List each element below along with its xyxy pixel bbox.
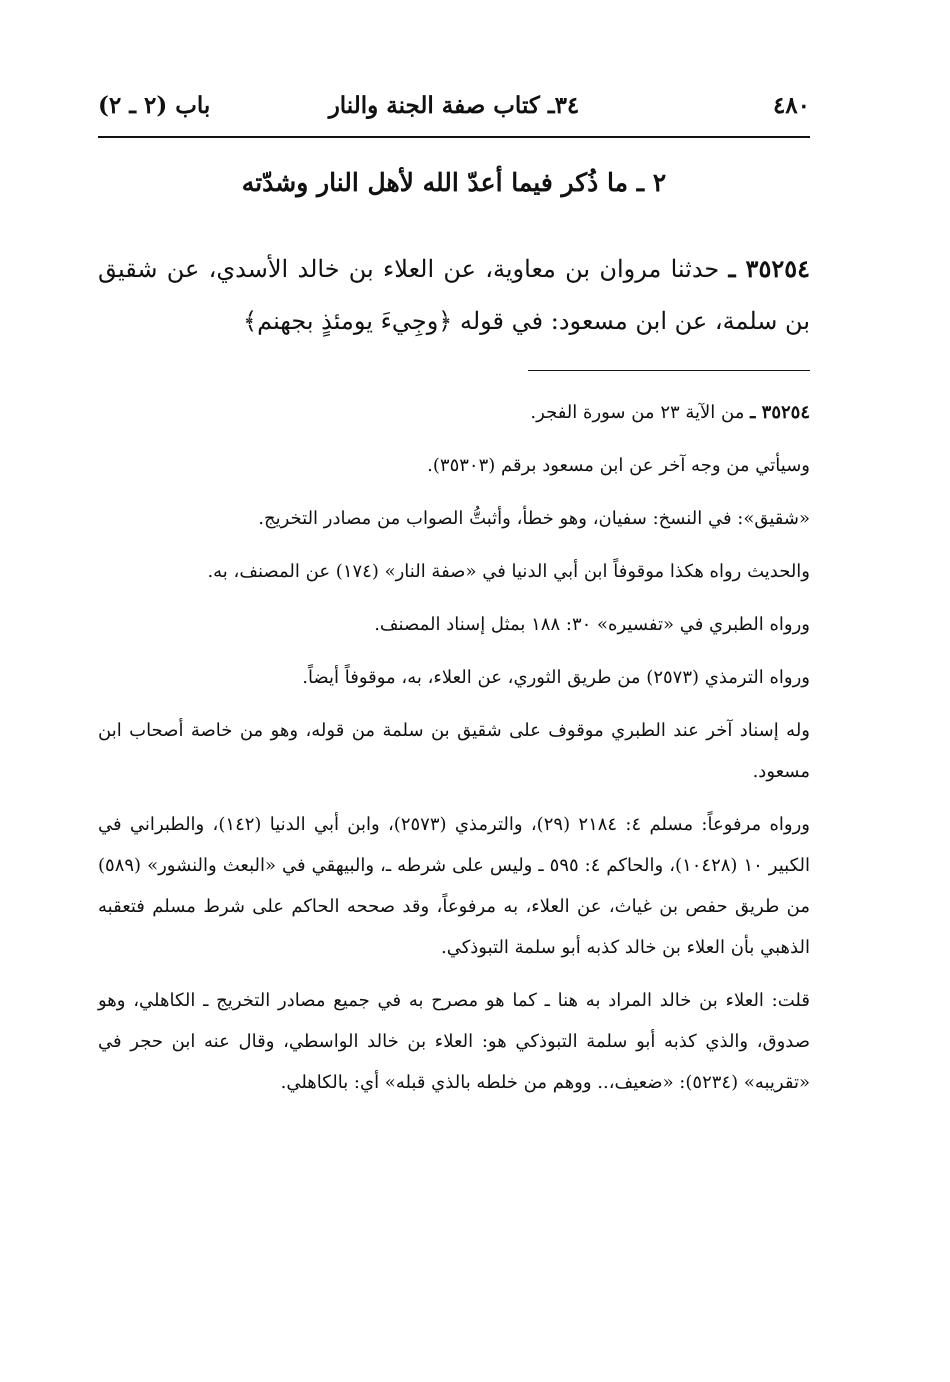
footnote-paragraph: ورواه مرفوعاً: مسلم ٤: ٢١٨٤ (٢٩)، والترمذي (٢٥٧٣)، وابن أبي الدنيا (١٤٢)، والطبراني في الكبير ١٠ (١٠٤٢٨)، والحاكم ٤: ٥٩٥ ـ وليس على شرطه ـ، والبيهقي في «البعث والنشور» (٥٨٩) من طريق حفص بن غياث، عن العلاء، به مرفوعاً، وقد صححه الحاكم على شرط مسلم فتعقبه الذهبي بأن العلاء بن خالد كذبه أبو سلمة التبوذكي. <box>98 814 811 958</box>
hadith-number: ٣٥٢٥٤ ـ <box>728 254 810 283</box>
footnote-paragraph: ورواه الترمذي (٢٥٧٣) من طريق الثوري، عن العلاء، به، موقوفاً أيضاً. <box>302 667 810 688</box>
footnote-number: ٣٥٢٥٤ ـ <box>750 402 810 423</box>
chapter-reference: باب (٢ ـ ٢) <box>98 92 211 119</box>
footnote-paragraph: ورواه الطبري في «تفسيره» ٣٠: ١٨٨ بمثل إسناد المصنف. <box>374 614 810 635</box>
book-title: ٣٤ـ كتاب صفة الجنة والنار <box>328 92 580 119</box>
footnote-separator <box>528 370 810 371</box>
footnote-paragraph: وسيأتي من وجه آخر عن ابن مسعود برقم (٣٥٣٠٣). <box>427 455 810 476</box>
header-rule <box>98 136 810 138</box>
footnote-paragraph: وله إسناد آخر عند الطبري موقوف على شقيق بن سلمة من قوله، وهو من خاصة أصحاب ابن مسعود. <box>98 720 810 782</box>
hadith-text: حدثنا مروان بن معاوية، عن العلاء بن خالد الأسدي، عن شقيق بن سلمة، عن ابن مسعود: في قوله ﴿وجِيءَ يومئذٍ بجهنم﴾ <box>98 255 810 335</box>
section-title: ٢ ـ ما ذُكر فيما أعدّ الله لأهل النار وشدّته <box>241 168 667 197</box>
footnotes-section <box>98 392 810 1115</box>
footnote-text: من الآية ٢٣ من سورة الفجر. <box>530 402 745 423</box>
running-header <box>98 88 810 128</box>
footnote-paragraph: والحديث رواه هكذا موقوفاً ابن أبي الدنيا في «صفة النار» (١٧٤) عن المصنف، به. <box>207 561 810 582</box>
page-number: ٤٨٠ <box>772 92 810 119</box>
footnote-paragraph: قلت: العلاء بن خالد المراد به هنا ـ كما هو مصرح به في جميع مصادر التخريج ـ الكاهلي، وهو صدوق، والذي كذبه أبو سلمة التبوذكي هو: العلاء بن خالد الواسطي، وقال عنه ابن حجر في «تقريبه» (٥٢٣٤): «ضعيف،.. ووهم من خلطه بالذي قبله» أي: بالكاهلي. <box>98 990 810 1093</box>
footnote-paragraph <box>98 392 810 433</box>
hadith-text-block <box>98 243 810 347</box>
footnote-paragraph: «شقيق»: في النسخ: سفيان، وهو خطأ، وأثبتُّ الصواب من مصادر التخريج. <box>258 508 810 529</box>
